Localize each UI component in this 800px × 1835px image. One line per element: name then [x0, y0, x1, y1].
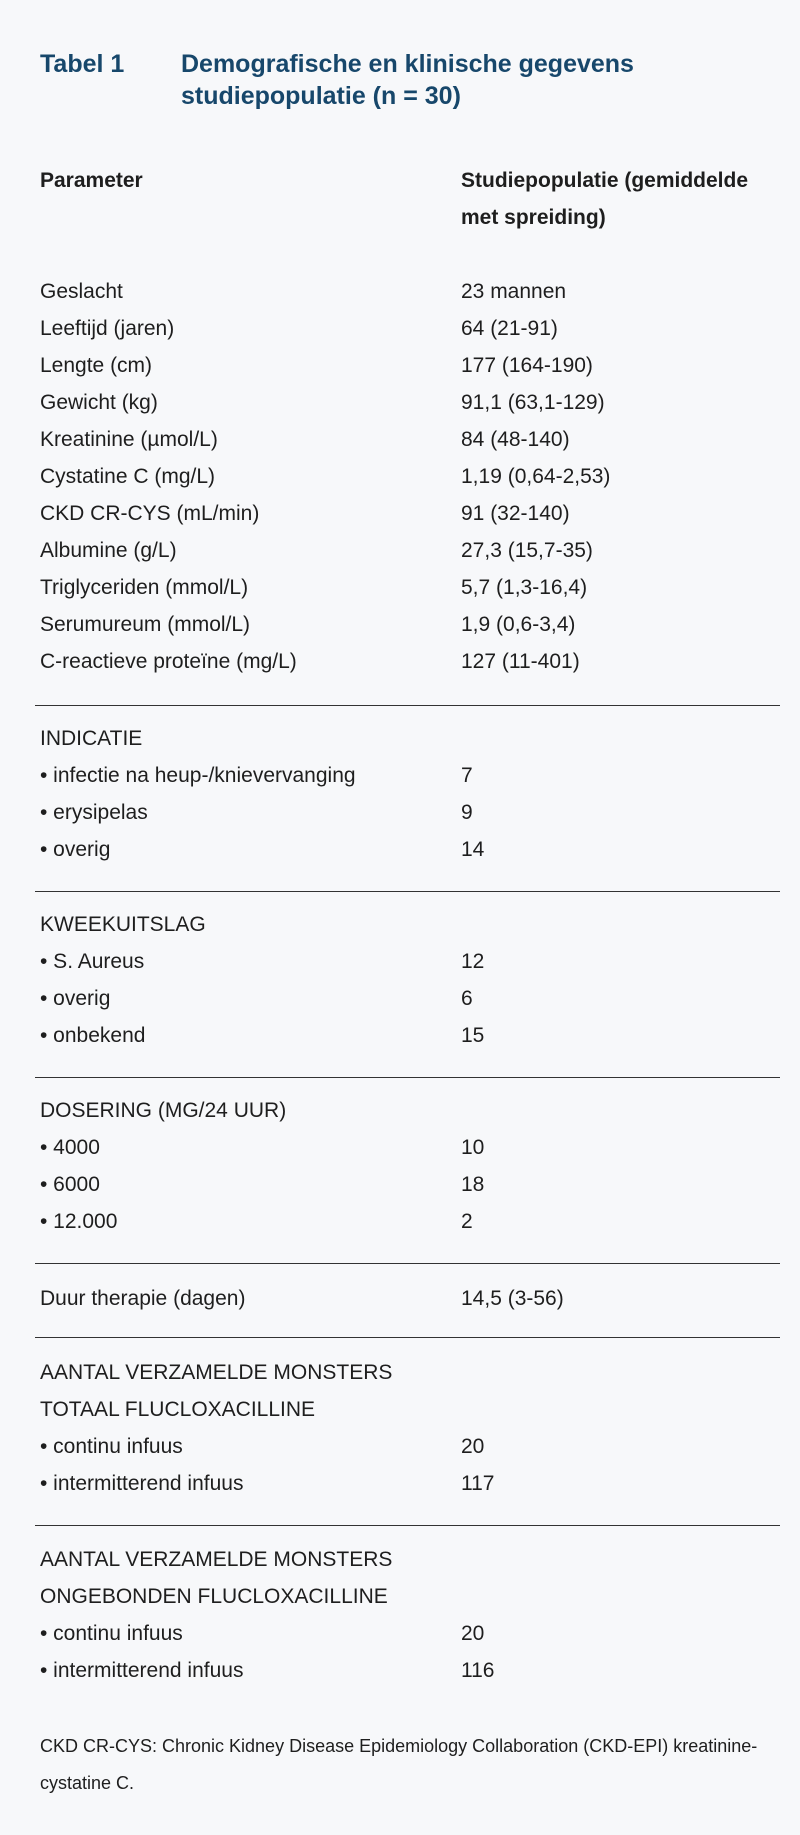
section-title: [40, 906, 780, 943]
section-divider: [35, 1337, 780, 1338]
table-row: [40, 532, 780, 569]
row-parameter: Duur therapie (dagen): [40, 1287, 246, 1310]
row-parameter: CKD CR-CYS (mL/min): [40, 502, 260, 525]
table-row: [40, 606, 780, 643]
row-value: 6: [461, 987, 473, 1010]
section-title-text: TOTAAL FLUCLOXACILLINE: [40, 1398, 316, 1421]
section-title-text: AANTAL VERZAMELDE MONSTERS: [40, 1361, 393, 1384]
table-label: Tabel 1: [40, 50, 125, 78]
section-divider: [35, 1525, 780, 1526]
table-row: [40, 384, 780, 421]
table-row: [40, 1166, 780, 1203]
row-parameter: Leeftijd (jaren): [40, 317, 175, 340]
row-parameter: • 6000: [40, 1173, 100, 1196]
table-row: [40, 1280, 780, 1317]
row-value: 84 (48-140): [461, 428, 570, 451]
header-parameter: Parameter: [40, 169, 143, 192]
table-row: [40, 421, 780, 458]
row-value: 117: [461, 1472, 495, 1495]
row-value: 14: [461, 838, 485, 861]
row-value: 20: [461, 1622, 485, 1645]
row-value: 18: [461, 1173, 485, 1196]
table-row: [40, 347, 780, 384]
table-row: [40, 273, 780, 310]
section-title-text: DOSERING (MG/24 UUR): [40, 1099, 287, 1122]
section-title: [40, 1354, 780, 1391]
row-value: 14,5 (3-56): [461, 1287, 564, 1310]
section-divider: [35, 1077, 780, 1078]
row-parameter: Albumine (g/L): [40, 539, 177, 562]
row-value: 1,19 (0,64-2,53): [461, 465, 611, 488]
row-value: 27,3 (15,7-35): [461, 539, 593, 562]
table-row: [40, 757, 780, 794]
table-row: [40, 1129, 780, 1166]
row-parameter: • continu infuus: [40, 1622, 183, 1645]
table-footnote: CKD CR-CYS: Chronic Kidney Disease Epidemiology Collaboration (CKD-EPI) kreatinine-cystatine C.: [40, 1736, 758, 1793]
row-parameter: • intermitterend infuus: [40, 1659, 244, 1682]
table-row: [40, 310, 780, 347]
row-value: 10: [461, 1136, 485, 1159]
row-parameter: • 12.000: [40, 1210, 118, 1233]
section-title-text: INDICATIE: [40, 727, 143, 750]
table-row: [40, 1652, 780, 1689]
row-value: 1,9 (0,6-3,4): [461, 613, 576, 636]
table-row: [40, 1615, 780, 1652]
section-title: [40, 1541, 780, 1578]
row-parameter: Lengte (cm): [40, 354, 153, 377]
table-row: [40, 831, 780, 868]
row-parameter: Geslacht: [40, 280, 123, 303]
section-divider: [35, 705, 780, 706]
row-value: 91,1 (63,1-129): [461, 391, 605, 414]
section-title-text: ONGEBONDEN FLUCLOXACILLINE: [40, 1585, 388, 1608]
table-row: [40, 495, 780, 532]
section-divider: [35, 891, 780, 892]
table-caption: Demografische en klinische gegevens studiepopulatie (n = 30): [181, 50, 634, 110]
row-value: 127 (11-401): [461, 650, 580, 673]
table-row: [40, 1017, 780, 1054]
table-row: [40, 1203, 780, 1240]
row-value: 12: [461, 950, 485, 973]
row-value: 23 mannen: [461, 280, 567, 303]
row-parameter: • overig: [40, 987, 111, 1010]
row-value: 5,7 (1,3-16,4): [461, 576, 588, 599]
row-parameter: • 4000: [40, 1136, 100, 1159]
row-parameter: Gewicht (kg): [40, 391, 158, 414]
row-parameter: • overig: [40, 838, 111, 861]
row-parameter: • S. Aureus: [40, 950, 145, 973]
row-parameter: • onbekend: [40, 1024, 146, 1047]
header-population: Studiepopulatie (gemiddelde met spreiding): [461, 169, 749, 229]
row-parameter: Serumureum (mmol/L): [40, 613, 251, 636]
table-row: [40, 980, 780, 1017]
section-title: [40, 1391, 780, 1428]
row-value: 7: [461, 764, 473, 787]
section-title: [40, 720, 780, 757]
row-value: 177 (164-190): [461, 354, 593, 377]
row-parameter: Kreatinine (µmol/L): [40, 428, 218, 451]
row-value: 116: [461, 1659, 495, 1682]
row-parameter: C-reactieve proteïne (mg/L): [40, 650, 297, 673]
row-parameter: Cystatine C (mg/L): [40, 465, 216, 488]
row-parameter: Triglyceriden (mmol/L): [40, 576, 249, 599]
row-value: 9: [461, 801, 473, 824]
section-title-text: KWEEKUITSLAG: [40, 913, 206, 936]
section-title-text: AANTAL VERZAMELDE MONSTERS: [40, 1548, 393, 1571]
row-value: 91 (32-140): [461, 502, 570, 525]
section-title: [40, 1092, 780, 1129]
table-row: [40, 943, 780, 980]
table-row: [40, 643, 780, 680]
row-value: 15: [461, 1024, 485, 1047]
table-row: [40, 1428, 780, 1465]
table-row: [40, 458, 780, 495]
row-parameter: • erysipelas: [40, 801, 148, 824]
row-value: 64 (21-91): [461, 317, 558, 340]
row-value: 20: [461, 1435, 485, 1458]
table-row: [40, 794, 780, 831]
section-divider: [35, 1263, 780, 1264]
table-row: [40, 569, 780, 606]
row-parameter: • infectie na heup-/knievervanging: [40, 764, 356, 787]
row-parameter: • intermitterend infuus: [40, 1472, 244, 1495]
row-parameter: • continu infuus: [40, 1435, 183, 1458]
section-title: [40, 1578, 780, 1615]
row-value: 2: [461, 1210, 473, 1233]
table-row: [40, 1465, 780, 1502]
